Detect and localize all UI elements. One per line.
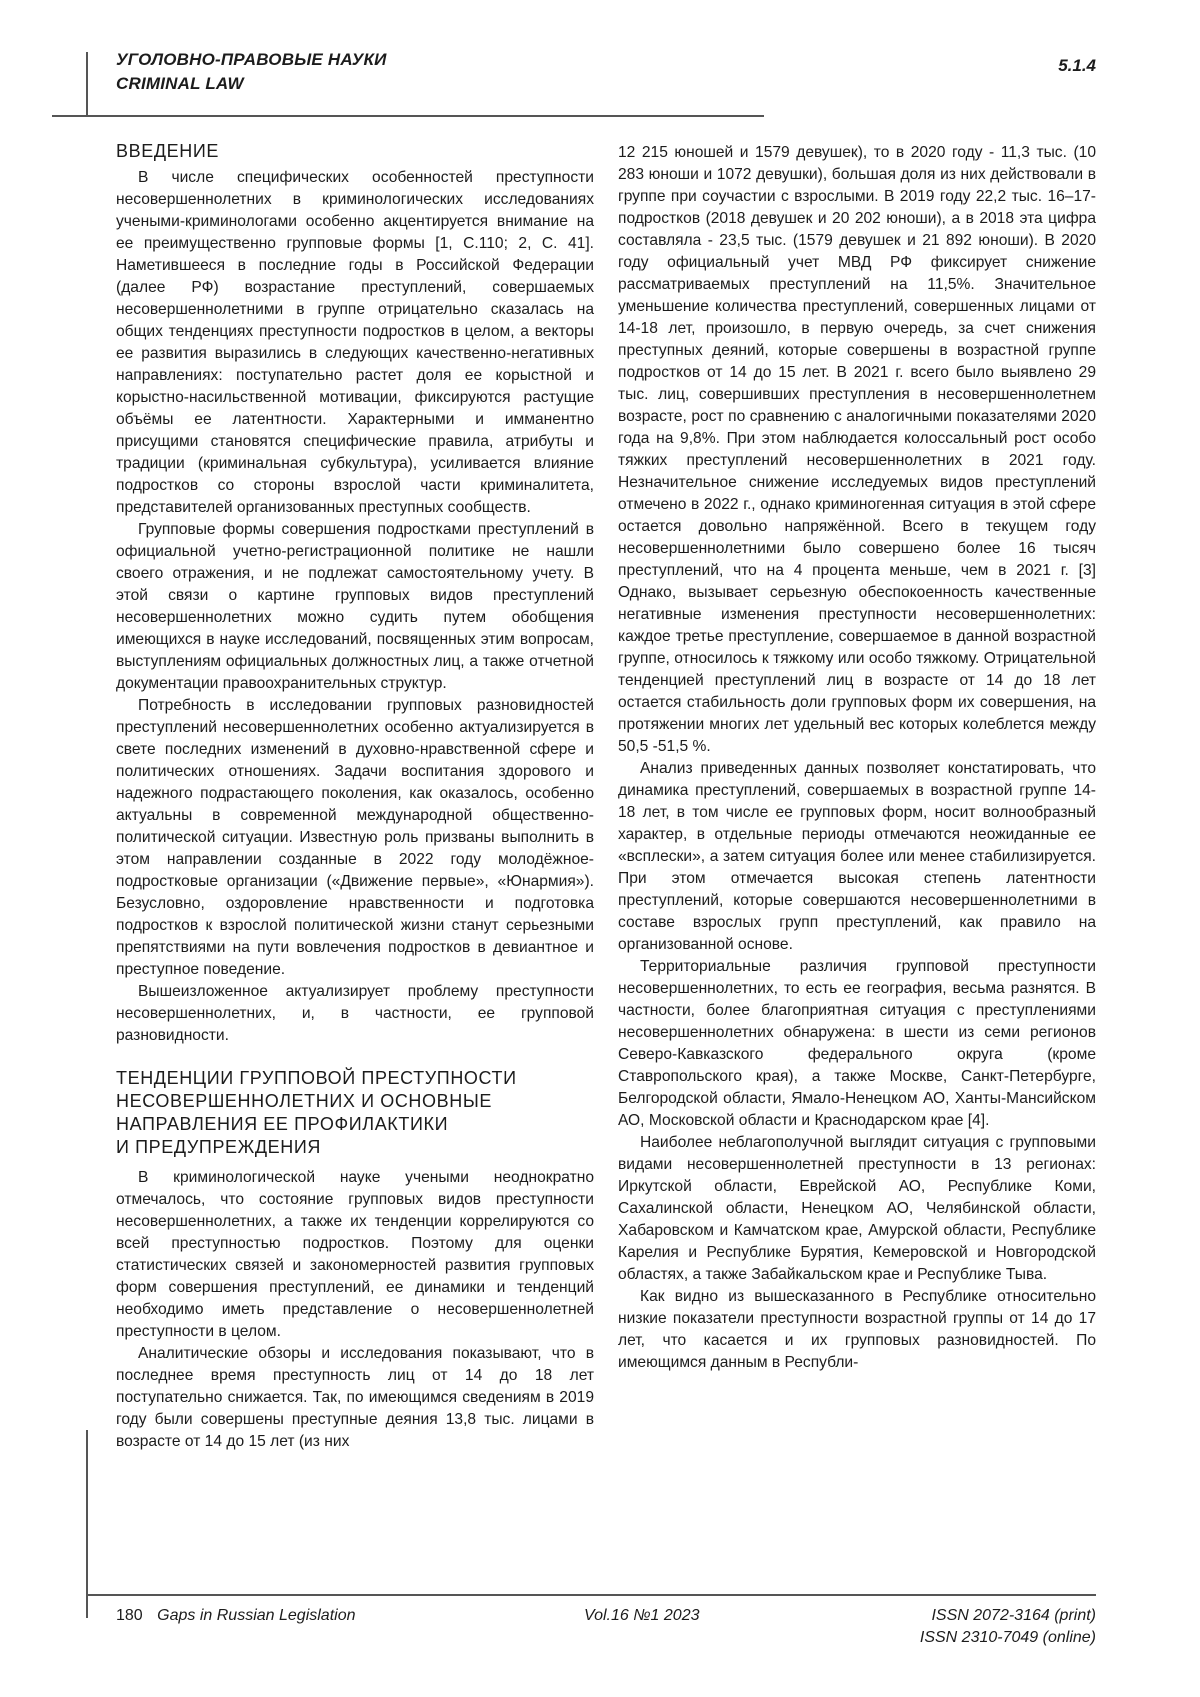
issn-block (920, 1605, 1096, 1649)
paragraph: В криминологической науке учеными неоднократно отмечалось, что состояние групповых видов преступности несовершеннолетних, а также их тенденции коррелируются со всей преступностью подростков. Поэтому для оценки статистических связей и закономерностей развития групповых форм совершения преступлений, ее динамики и тенденций необходимо иметь представление о несовершеннолетней преступности в целом. (116, 1167, 594, 1343)
footer-left (116, 1605, 356, 1627)
header-rule-horizontal (52, 115, 764, 117)
paragraph: Аналитические обзоры и исследования показывают, что в последнее время преступность лиц от 14 до 18 лет поступательно снижается. Так, по имеющимся сведениям в 2019 году были совершены преступные деяния 13,8 тыс. лицами в возрасте от 14 до 15 лет (из них (116, 1343, 594, 1453)
paragraph: В числе специфических особенностей преступности несовершеннолетних в криминологических исследованиях учеными-криминологами особенно акцентируется внимание на ее преимущественно групповые формы [1, С.110; 2, С. 41]. Наметившееся в последние годы в Российской Федерации (далее РФ) возрастание преступлений, совершаемых несовершеннолетними в группе отрицательно сказалась на общих тенденциях преступности подростков в целом, а векторы ее развития выразились в следующих качественно-негативных направлениях: поступательно растет доля ее корыстной и корыстно-насильственной мотивации, фиксируются растущие объёмы ее латентности. Характерными и имманентно присущими становятся специфические правила, атрибуты и традиции (криминальная субкультура), усиливается влияние подростков со стороны взрослой части криминалитета, представителей организованных преступных сообществ. (116, 167, 594, 519)
footer-rule-horizontal (86, 1594, 1096, 1596)
footer-rule-vertical (86, 1430, 88, 1618)
right-column (618, 142, 1096, 1374)
section2-heading-line: НЕСОВЕРШЕННОЛЕТНИХ И ОСНОВНЫЕ (116, 1091, 492, 1111)
left-column (116, 140, 594, 1453)
section2-heading-line: И ПРЕДУПРЕЖДЕНИЯ (116, 1137, 321, 1157)
header-rule-vertical (86, 52, 88, 115)
section-code: 5.1.4 (1058, 56, 1096, 76)
journal-section-title (116, 48, 387, 96)
paragraph: Анализ приведенных данных позволяет констатировать, что динамика преступлений, совершаемых в возрастной группе 14-18 лет, в том числе ее групповых форм, носит волнообразный характер, в отдельные периоды отмечаются неожиданные ее «всплески», а затем ситуация более или менее стабилизируется. При этом отмечается высокая степень латентности преступлений, которые совершаются несовершеннолетними в составе взрослых групп преступлений, как правило на организованной основе. (618, 758, 1096, 956)
issn-online: ISSN 2310-7049 (online) (920, 1627, 1096, 1649)
intro-heading: ВВЕДЕНИЕ (116, 140, 594, 163)
section2-heading (116, 1067, 594, 1159)
journal-section-en: CRIMINAL LAW (116, 72, 387, 96)
volume-issue: Vol.16 №1 2023 (584, 1605, 699, 1627)
paragraph: Территориальные различия групповой преступности несовершеннолетних, то есть ее география, весьма разнятся. В частности, более благоприятная ситуация с преступлениями несовершеннолетних обнаружена: в шести из семи регионов Северо-Кавказского федерального округа (кроме Ставропольского края), а также Москве, Санкт-Петербурге, Белгородской области, Ямало-Ненецком АО, Ханты-Мансийском АО, Московской области и Краснодарском крае [4]. (618, 956, 1096, 1132)
paragraph: Как видно из вышесказанного в Республике относительно низкие показатели преступности возрастной группы от 14 до 17 лет, что касается и их групповых разновидностей. По имеющимся данным в Республи- (618, 1286, 1096, 1374)
paragraph: Потребность в исследовании групповых разновидностей преступлений несовершеннолетних особенно актуализируется в свете последних изменений в духовно-нравственной сфере и политических отношениях. Задачи воспитания здорового и надежного подрастающего поколения, как оказалось, особенно актуальны в современной международной общественно-политической ситуации. Известную роль призваны выполнить в этом направлении созданные в 2022 году молодёжное-подростковые организации («Движение первые», «Юнармия»). Безусловно, оздоровление нравственности и подготовка подростков к взрослой политической жизни станут серьезными препятствиями на пути вовлечения подростков в девиантное и преступное поведение. (116, 695, 594, 981)
page-number: 180 (116, 1607, 143, 1624)
journal-section-ru: УГОЛОВНО-ПРАВОВЫЕ НАУКИ (116, 48, 387, 72)
journal-name: Gaps in Russian Legislation (157, 1607, 355, 1624)
paragraph: Вышеизложенное актуализирует проблему преступности несовершеннолетних, и, в частности, ее групповой разновидности. (116, 981, 594, 1047)
paragraph: Наиболее неблагополучной выглядит ситуация с групповыми видами несовершеннолетней преступности в 13 регионах: Иркутской области, Еврейской АО, Республике Коми, Сахалинской области, Ненецком АО, Челябинской области, Хабаровском и Камчатском крае, Амурской области, Республике Карелия и Республике Бурятия, Кемеровской и Новгородской областях, а также Забайкальском крае и Республике Тыва. (618, 1132, 1096, 1286)
section2-heading-line: ТЕНДЕНЦИИ ГРУППОВОЙ ПРЕСТУПНОСТИ (116, 1068, 517, 1088)
paragraph: Групповые формы совершения подростками преступлений в официальной учетно-регистрационной политике не нашли своего отражения, и не подлежат самостоятельному учету. В этой связи о картине групповых видов преступлений несовершеннолетних можно судить путем обобщения имеющихся в науке исследований, посвященных этим вопросам, выступлениям официальных должностных лиц, а также отчетной документации правоохранительных структур. (116, 519, 594, 695)
section2-heading-line: НАПРАВЛЕНИЯ ЕЕ ПРОФИЛАКТИКИ (116, 1114, 448, 1134)
paragraph-continued: 12 215 юношей и 1579 девушек), то в 2020 году - 11,3 тыс. (10 283 юноши и 1072 девушки), большая доля из них действовали в группе при соучастии с взрослыми. В 2019 году 22,2 тыс. 16–17-подростков (2018 девушек и 20 202 юноши), а в 2018 эта цифра составляла - 23,5 тыс. (1579 девушек и 21 892 юноши). В 2020 году официальный учет МВД РФ фиксирует снижение рассматриваемых преступлений на 11,5%. Значительное уменьшение количества преступлений, совершенных лицами от 14-18 лет, произошло, в первую очередь, за счет снижения преступных деяний, которые совершены в возрастной группе подростков от 14 до 15 лет. В 2021 г. всего было выявлено 29 тыс. лиц, совершивших преступления в несовершеннолетнем возрасте, рост по сравнению с аналогичными показателями 2020 года на 9,8%. При этом наблюдается колоссальный рост особо тяжких преступлений несовершеннолетних в 2021 году. Незначительное снижение исследуемых видов преступлений отмечено в 2022 г., однако криминогенная ситуация в этой сфере остается довольно напряжённой. Всего в текущем году несовершеннолетними было совершено более 16 тысяч преступлений, что на 4 процента меньше, чем в 2021 г. [3] Однако, вызывает серьезную обеспокоенность качественные негативные изменения преступности несовершеннолетних: каждое третье преступление, совершаемое в данной возрастной группе, относилось к тяжкому или особо тяжкому. Отрицательной тенденцией преступлений лиц в возрасте от 14 до 18 лет остается стабильность доли групповых форм их совершения, на протяжении многих лет удельный вес которых колеблется между 50,5 -51,5 %. (618, 142, 1096, 758)
issn-print: ISSN 2072-3164 (print) (920, 1605, 1096, 1627)
